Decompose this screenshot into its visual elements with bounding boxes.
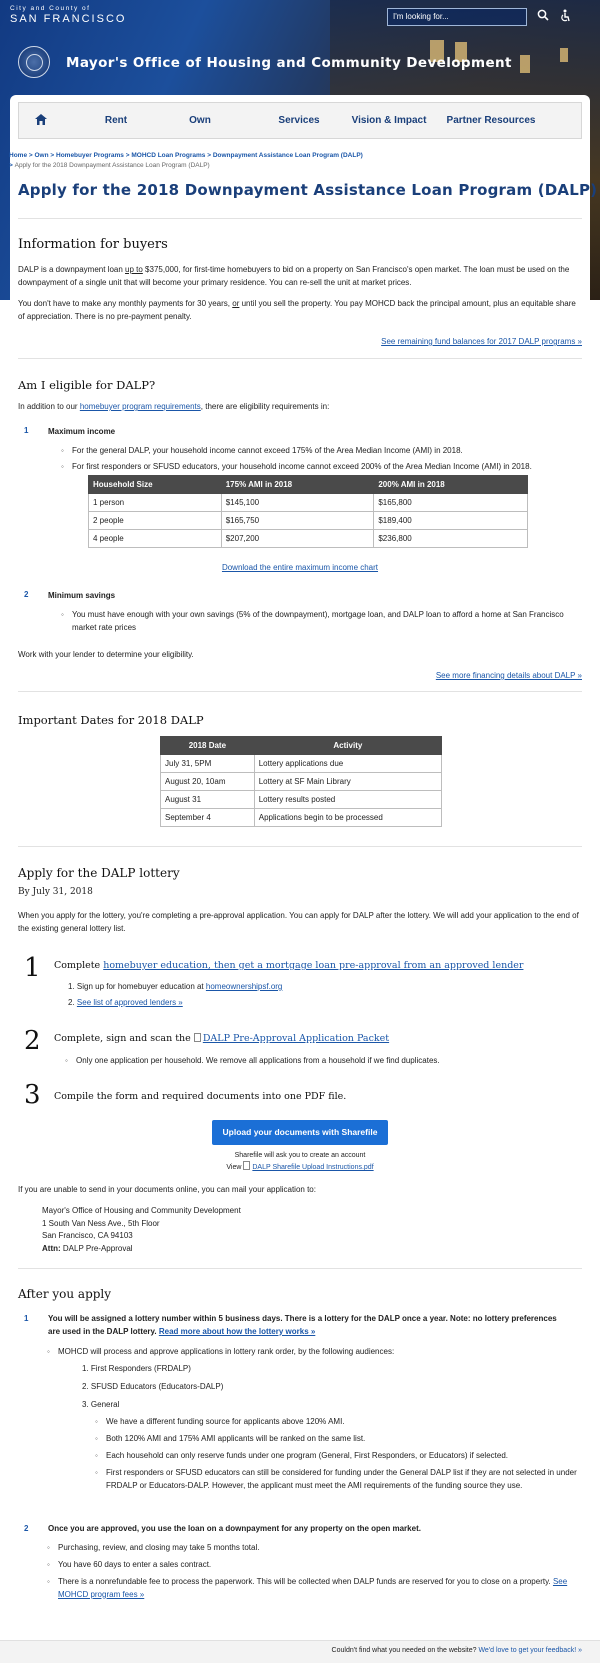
info-paragraph-1: DALP is a downpayment loan up to $375,000, for first-time homebuyers to bid on a property on San Francisco's open market. The loan must be used on the downpayment of a single unit that will become your primary residence. You can re-sell the unit at market prices. xyxy=(18,265,570,287)
after-heading: After you apply xyxy=(18,1287,112,1301)
sharefile-instructions: View DALP Sharefile Upload Instructions.pdf xyxy=(0,1161,600,1173)
general-bullet-4: ◦ First responders or SFUSD educators can still be considered for funding under the General DALP list if they are not selected in under FRDALP or Educators-DALP. However, the applicant must meet the AMI requirements of the funding source they use. xyxy=(106,1467,586,1492)
income-chart-link[interactable]: Download the entire maximum income chart xyxy=(221,563,379,572)
after-bullet-1: ◦ MOHCD will process and approve applications in lottery rank order, by the following audiences: xyxy=(58,1346,578,1358)
feedback-text: Couldn't find what you needed on the website? We'd love to get your feedback! » xyxy=(331,1647,582,1654)
divider xyxy=(18,846,582,847)
income-table xyxy=(88,475,528,548)
step-number: 3 xyxy=(24,1080,41,1110)
nav-vision-impact[interactable]: Vision & Impact xyxy=(351,115,427,126)
dates-table xyxy=(160,736,442,827)
divider xyxy=(18,218,582,219)
income-chart-link-wrap xyxy=(0,562,600,573)
mail-intro: If you are unable to send in your documents online, you can mail your application to: xyxy=(18,1185,316,1194)
table-header: 175% AMI in 2018 xyxy=(221,476,374,494)
step-number: 2 xyxy=(24,1026,41,1056)
application-packet-link[interactable]: DALP Pre-Approval Application Packet xyxy=(202,1033,390,1044)
apply-intro: When you apply for the lottery, you're completing a pre-approval application. You can apply for DALP after the lottery. We will add your application to the end of the existing general lottery list. xyxy=(18,911,579,933)
step-1-item-1: 1. Sign up for homebuyer education at homeownershipsf.org xyxy=(68,982,283,991)
after-item-1: You will be assigned a lottery number within 5 business days. There is a lottery for the DALP once a year. Note: no lottery preferences are used in the DALP lottery. Read more about how the lottery works » xyxy=(48,1314,557,1336)
step-3-text: Compile the form and required documents into one PDF file. xyxy=(54,1091,347,1102)
step-2-text: Complete, sign and scan the DALP Pre-Approval Application Packet xyxy=(54,1033,390,1044)
after-number: 1 xyxy=(24,1314,29,1323)
top-bar xyxy=(0,0,600,34)
crumb-loans[interactable]: MOHCD Loan Programs xyxy=(131,152,206,159)
education-lender-link[interactable]: homebuyer education, then get a mortgage loan pre-approval from an approved lender xyxy=(103,960,524,971)
step-1-item-2: 2. See list of approved lenders » xyxy=(68,998,183,1007)
program-fees-link[interactable]: See MOHCD program fees » xyxy=(58,1577,568,1599)
upload-sharefile-button[interactable]: Upload your documents with Sharefile xyxy=(212,1120,388,1145)
search-input[interactable]: I'm looking for... xyxy=(387,8,527,26)
office-title: Mayor's Office of Housing and Community Development xyxy=(66,55,512,71)
accessibility-icon[interactable] xyxy=(557,9,573,25)
lottery-works-link[interactable]: Read more about how the lottery works » xyxy=(158,1326,316,1336)
approved-bullet-3: ◦ There is a nonrefundable fee to process the paperwork. This will be collected when DALP funds are reserved for you to close on a property. See MOHCD program fees » xyxy=(58,1576,578,1601)
search-icon[interactable] xyxy=(535,9,551,25)
table-header: 200% AMI in 2018 xyxy=(374,476,528,494)
income-bullet-1: ◦ For the general DALP, your household income cannot exceed 175% of the Area Median Income (AMI) in 2018. xyxy=(72,445,582,457)
info-paragraph-2: You don't have to make any monthly payments for 30 years, or until you sell the property. You pay MOHCD back the principal amount, plus an equitable share of appreciation. There is no pre-payment penalty. xyxy=(18,299,576,321)
general-bullet-2: ◦ Both 120% AMI and 175% AMI applicants will be ranked on the same list. xyxy=(106,1433,576,1445)
table-row: 1 person $145,100 $165,800 xyxy=(89,494,528,512)
table-row: 2 people $165,750 $189,400 xyxy=(89,512,528,530)
crumb-own[interactable]: Own xyxy=(34,152,49,159)
city-logo[interactable] xyxy=(10,5,126,25)
general-bullet-3: ◦ Each household can only reserve funds under one program (General, First Responders, or Educators) if selected. xyxy=(106,1450,576,1462)
divider xyxy=(18,358,582,359)
apply-deadline: By July 31, 2018 xyxy=(18,887,93,897)
eligibility-number: 1 xyxy=(24,426,29,435)
after-item-2: Once you are approved, you use the loan on a downpayment for any property on the open market. xyxy=(48,1524,421,1533)
nav-own[interactable]: Own xyxy=(189,115,211,126)
income-bullet-2: ◦ For first responders or SFUSD educators, your household income cannot exceed 200% of the Area Median Income (AMI) in 2018. xyxy=(72,461,582,473)
table-header: Household Size xyxy=(89,476,222,494)
apply-heading: Apply for the DALP lottery xyxy=(18,866,180,880)
step-number: 1 xyxy=(24,953,41,983)
approved-bullet-2: ◦ You have 60 days to enter a sales contract. xyxy=(58,1559,578,1571)
crumb-home[interactable]: Home xyxy=(9,152,28,159)
eligibility-number: 2 xyxy=(24,590,29,599)
audience-item-3: 3. General xyxy=(82,1400,120,1409)
maximum-income-title: Maximum income xyxy=(48,427,116,436)
nav-home[interactable] xyxy=(29,103,53,138)
nav-rent[interactable]: Rent xyxy=(104,115,128,126)
dates-heading: Important Dates for 2018 DALP xyxy=(18,713,204,727)
feedback-link[interactable]: We'd love to get your feedback! » xyxy=(478,1647,582,1654)
city-small-text: City and County of xyxy=(10,5,91,12)
nav-services[interactable]: Services xyxy=(278,115,320,126)
fund-balances-link[interactable]: See remaining fund balances for 2017 DALP programs » xyxy=(381,337,582,346)
main-nav xyxy=(18,102,582,139)
table-row: 4 people $207,200 $236,800 xyxy=(89,530,528,548)
financing-details-link[interactable]: See more financing details about DALP » xyxy=(435,671,582,680)
breadcrumb: Home > Own > Homebuyer Programs > MOHCD Loan Programs > Downpayment Assistance Loan Program (DALP) > Apply for the 2018 Downpayment Assistance Loan Program (DALP) xyxy=(9,152,363,169)
step-1-text: Complete homebuyer education, then get a mortgage loan pre-approval from an approved lender xyxy=(54,960,524,971)
eligible-intro: In addition to our homebuyer program requirements, there are eligibility requirements in: xyxy=(18,402,330,411)
crumb-dalp[interactable]: Downpayment Assistance Loan Program (DALP) xyxy=(212,152,363,159)
table-row: September 4 Applications begin to be processed xyxy=(161,809,442,827)
city-big-text: SAN FRANCISCO xyxy=(10,13,127,25)
table-row: August 31 Lottery results posted xyxy=(161,791,442,809)
table-header: 2018 Date xyxy=(161,737,255,755)
pdf-icon xyxy=(194,1033,201,1042)
info-heading: Information for buyers xyxy=(18,237,168,252)
crumb-homebuyer[interactable]: Homebuyer Programs xyxy=(56,152,124,159)
feedback-footer xyxy=(0,1640,600,1663)
table-row: July 31, 5PM Lottery applications due xyxy=(161,755,442,773)
nav-partner-resources[interactable]: Partner Resources xyxy=(446,115,536,126)
table-row: August 20, 10am Lottery at SF Main Library xyxy=(161,773,442,791)
step-2-bullet: ◦ Only one application per household. We remove all applications from a household if we find duplicates. xyxy=(76,1055,576,1067)
home-icon xyxy=(35,114,47,125)
crumb-current: Apply for the 2018 Downpayment Assistance Loan Program (DALP) xyxy=(14,162,210,169)
mailing-address: Mayor's Office of Housing and Community Development 1 South Van Ness Ave., 5th Floor San Francisco, CA 94103 Attn: DALP Pre-Approval xyxy=(42,1206,241,1253)
savings-bullet: ◦ You must have enough with your own savings (5% of the downpayment), mortgage loan, and DALP loan to afford a home at San Francisco market rate prices xyxy=(72,608,567,634)
general-bullet-1: ◦ We have a different funding source for applicants above 120% AMI. xyxy=(106,1416,576,1428)
program-requirements-link[interactable]: homebuyer program requirements xyxy=(79,402,201,411)
divider xyxy=(18,1268,582,1269)
approved-bullet-1: ◦ Purchasing, review, and closing may take 5 months total. xyxy=(58,1542,578,1554)
audience-item-1: 1. First Responders (FRDALP) xyxy=(82,1364,191,1373)
lender-note: Work with your lender to determine your eligibility. xyxy=(18,650,194,659)
eligible-heading: Am I eligible for DALP? xyxy=(18,378,156,392)
divider xyxy=(18,691,582,692)
after-number: 2 xyxy=(24,1524,29,1533)
table-header: Activity xyxy=(254,737,441,755)
approved-lenders-link[interactable]: See list of approved lenders » xyxy=(76,998,183,1007)
city-seal-icon xyxy=(18,46,50,78)
pdf-icon xyxy=(243,1161,250,1170)
homeownershipsf-link[interactable]: homeownershipsf.org xyxy=(205,982,283,991)
sharefile-instructions-link[interactable]: DALP Sharefile Upload Instructions.pdf xyxy=(252,1164,374,1171)
sharefile-note: Sharefile will ask you to create an account xyxy=(234,1152,366,1159)
audience-item-2: 2. SFUSD Educators (Educators-DALP) xyxy=(82,1382,224,1391)
page-title: Apply for the 2018 Downpayment Assistance Loan Program (DALP) xyxy=(18,181,598,199)
minimum-savings-title: Minimum savings xyxy=(48,591,116,600)
